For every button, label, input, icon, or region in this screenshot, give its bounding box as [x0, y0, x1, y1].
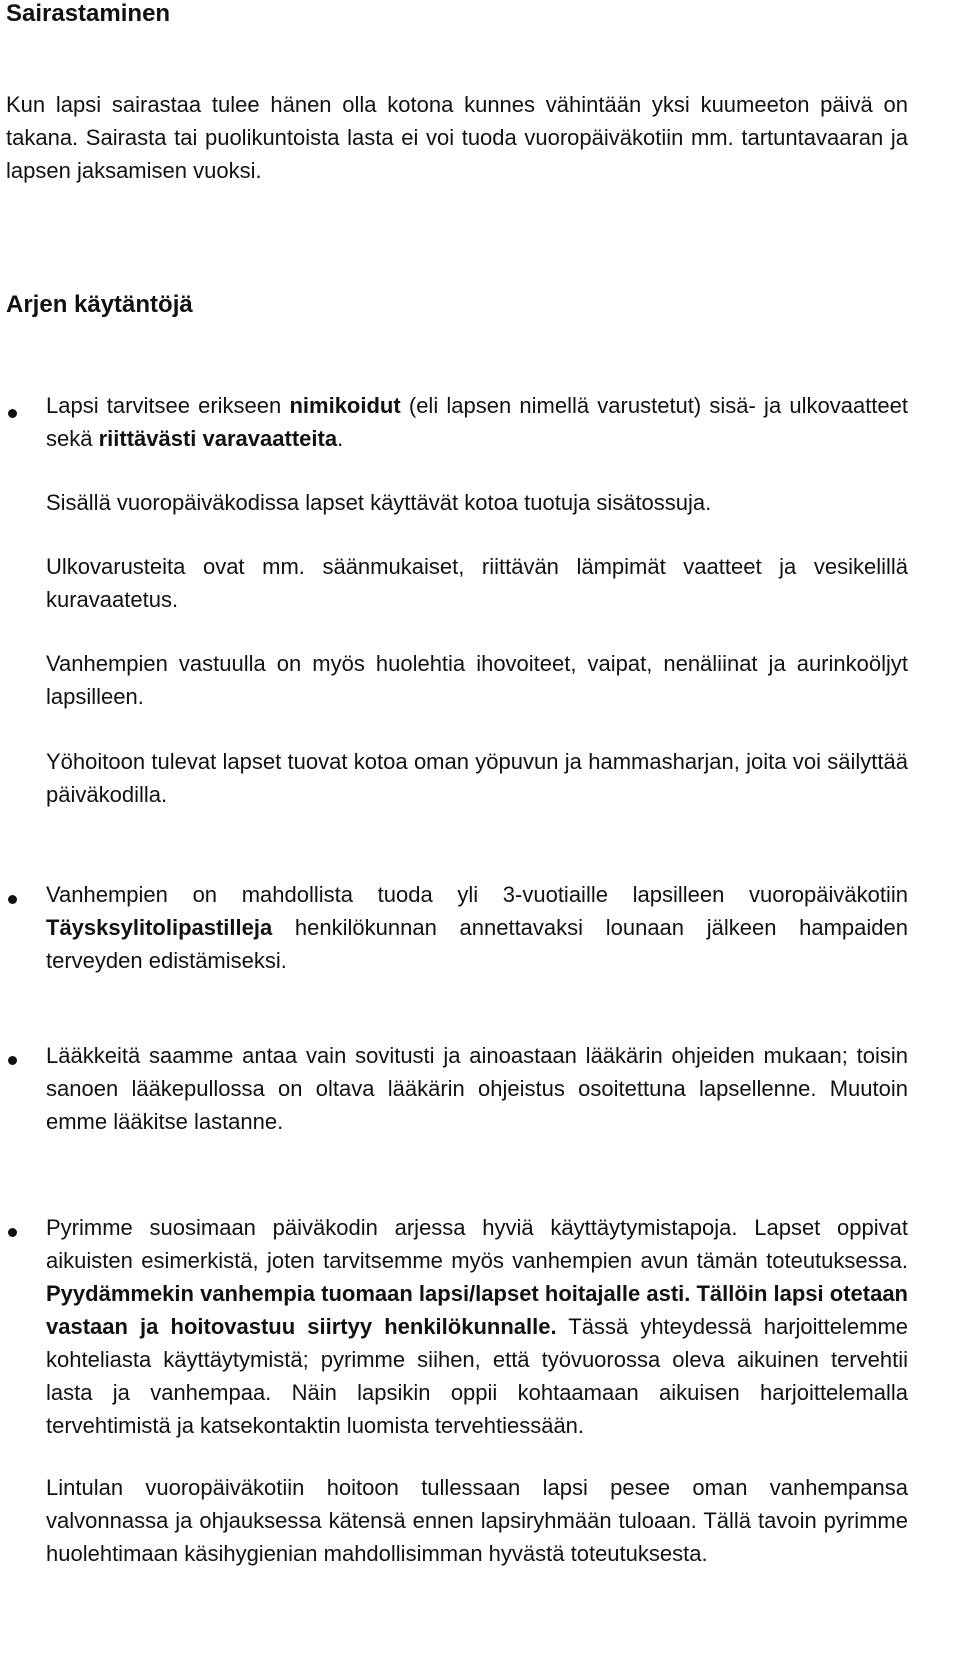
parent-supplies-paragraph: Vanhempien vastuulla on myös huolehtia ihovoiteet, vaipat, nenäliinat ja aurinkoöljyt lapsilleen.	[46, 651, 908, 709]
behaviour-paragraph	[46, 1211, 908, 1442]
bullet-icon	[8, 409, 17, 418]
bold-text: riittävästi varavaatteita	[98, 426, 338, 451]
clothing-paragraph	[46, 389, 908, 455]
text-span: Tässä yhteydessä harjoittelemme kohteliasta käyttäytymistä; pyrimme siihen, että työvuorossa oleva aikuinen tervehtii lasta ja vanhempaa. Näin lapsikin oppii kohtaamaan aikuisen harjoittelemalla tervehtimistä ja katsekontaktin luomista tervehtiessään.	[46, 1314, 909, 1438]
bullet-icon	[8, 1228, 17, 1237]
text-span: henkilökunnan annettavaksi lounaan jälkeen hampaiden terveyden edistämiseksi.	[46, 915, 908, 973]
text-span: Pyrimme suosimaan päiväkodin arjessa hyviä käyttäytymistapoja. Lapset oppivat aikuisten esimerkistä, joten tarvitsemme myös vanhempien avun tämän toteutuksessa.	[46, 1215, 908, 1273]
indoor-shoes-paragraph: Sisällä vuoropäiväkodissa lapset käyttävät kotoa tuotuja sisätossuja.	[46, 490, 712, 515]
bullet-icon	[8, 1056, 17, 1065]
bold-text: Täysksylitolipastilleja	[46, 915, 273, 940]
text-span: Lapsi tarvitsee erikseen	[46, 393, 290, 418]
bold-text: Pyydämmekin vanhempia tuomaan lapsi/lapset hoitajalle asti. Tällöin lapsi otetaan vastaan ja hoitovastuu siirtyy henkilökunnalle.	[46, 1281, 908, 1339]
text-span: Vanhempien on mahdollista tuoda yli 3-vuotiaille lapsilleen vuoropäiväkotiin	[46, 882, 908, 907]
bullet-icon	[8, 895, 17, 904]
night-care-paragraph: Yöhoitoon tulevat lapset tuovat kotoa oman yöpuvun ja hammasharjan, joita voi säilyttää päiväkodilla.	[46, 749, 908, 807]
section-heading-sairastaminen: Sairastaminen	[6, 0, 171, 27]
illness-paragraph: Kun lapsi sairastaa tulee hänen olla kotona kunnes vähintään yksi kuumeeton päivä on takana. Sairasta tai puolikuntoista lasta ei voi tuoda vuoropäiväkotiin mm. tartuntavaaran ja lapsen jaksamisen vuoksi.	[6, 92, 908, 183]
text-span: (eli lapsen nimellä varustetut) sisä- ja ulkovaatteet sekä	[46, 393, 908, 451]
outdoor-gear-paragraph: Ulkovarusteita ovat mm. säänmukaiset, riittävän lämpimät vaatteet ja vesikelillä kuravaatetus.	[46, 554, 908, 612]
hand-hygiene-paragraph: Lintulan vuoropäiväkotiin hoitoon tullessaan lapsi pesee oman vanhempansa valvonnassa ja ohjauksessa kätensä ennen lapsiryhmään tuloaan. Tällä tavoin pyrimme huolehtimaan käsihygienian mahdollisimman hyvästä toteutuksesta.	[46, 1475, 908, 1566]
text-span: .	[337, 426, 344, 451]
medication-paragraph: Lääkkeitä saamme antaa vain sovitusti ja ainoastaan lääkärin ohjeiden mukaan; toisin sanoen lääkepullossa on oltava lääkärin ohjeistus osoitettuna lapsellenne. Muutoin emme lääkitse lastanne.	[46, 1043, 908, 1134]
section-heading-arjen-kaytantoja: Arjen käytäntöjä	[6, 291, 193, 318]
xylitol-paragraph	[46, 878, 908, 977]
bold-text: nimikoidut	[289, 393, 401, 418]
